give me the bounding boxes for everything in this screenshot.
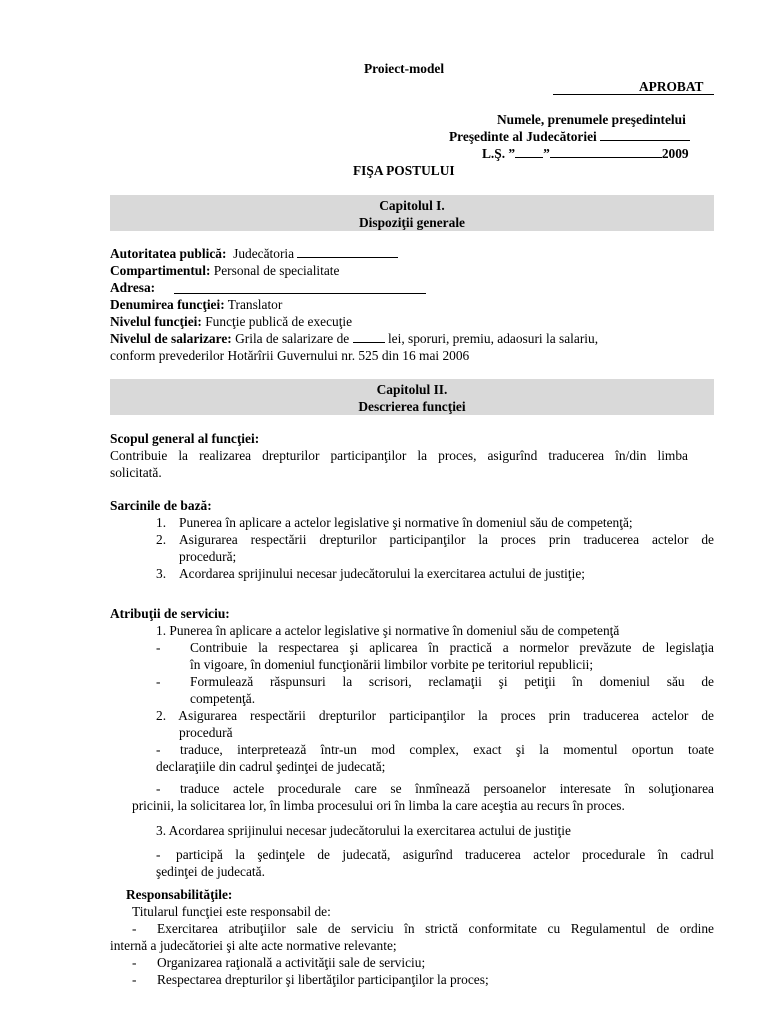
ls-mid: ” (543, 146, 550, 161)
responsabilitati-dash1-line2: internă a judecătoriei şi alte acte normative relevante; (110, 938, 397, 953)
chapter2-box (110, 379, 714, 415)
responsabilitati-intro: Titularul funcţiei este responsabil de: (132, 904, 331, 919)
chapter2-subtitle: Descrierea funcţiei (358, 399, 466, 414)
atributii-dash2-marker: - (156, 674, 161, 689)
atributii-dash5-marker: - (156, 847, 161, 862)
chapter1-title: Capitolul I. (379, 198, 445, 213)
denumirea-row (110, 296, 282, 313)
atributii-dash4-line1: traduce actele procedurale care se înmînează persoanelor interesate în soluţionarea (180, 781, 714, 796)
atributii-dash3-line1: traduce, interpretează într-un mod complex, exact şi la momentul oportun toate (180, 742, 714, 757)
sarcina-1-number: 1. (156, 515, 167, 530)
atributii-item2-line1: 2. Asigurarea respectării drepturilor participanţilor la proces prin traducerea actelor de (156, 708, 714, 723)
ls-day-line (515, 145, 543, 158)
sarcina-2-text-line2: procedură; (179, 549, 237, 564)
nivelul-label: Nivelul funcţiei: (110, 314, 202, 329)
sarcina-1-text: Punerea în aplicare a actelor legislative şi normative în domeniul său de competenţă; (179, 515, 633, 530)
atributii-dash2-line1: Formulează răspunsuri la scrisori, reclamaţii şi petiţii în domeniul său de (190, 674, 714, 689)
atributii-dash1-line1: Contribuie la respectarea şi aplicarea în practică a normelor prevăzute de legislaţia (190, 640, 714, 655)
atributii-item2-line2: procedură (179, 725, 233, 740)
sarcina-3-text: Acordarea sprijinului necesar judecătorului la exercitarea actului de justiţie; (179, 566, 586, 581)
ls-prefix: L.Ş. ” (482, 146, 516, 161)
responsabilitati-heading: Responsabilităţile: (126, 887, 233, 902)
salarizare-row (110, 330, 598, 347)
salarizare-label: Nivelul de salarizare: (110, 331, 232, 346)
scopul-heading: Scopul general al funcţiei: (110, 431, 260, 446)
adresa-line (174, 279, 426, 294)
atributii-dash4-line2: pricinii, la solicitarea lor, în limba procesului ori în limba la care aceştia au recurs în proces. (132, 798, 625, 813)
responsabilitati-dash3-marker: - (132, 972, 137, 987)
scopul-text-line1: Contribuie la realizarea drepturilor participanţilor la proces, asigurînd traducerea în/din limba (110, 448, 688, 463)
sarcinile-heading: Sarcinile de bază: (110, 498, 212, 513)
denumirea-value: Translator (227, 297, 283, 312)
nivelul-value: Funcţie publică de execuţie (205, 314, 353, 329)
compartimentul-value: Personal de specialitate (213, 263, 340, 278)
salarizare-value-b: lei, sporuri, premiu, adaosuri la salariu, (387, 331, 599, 346)
responsabilitati-dash2: Organizarea raţională a activităţii sale de serviciu; (157, 955, 426, 970)
atributii-dash3-line2: declaraţiile din cadrul şedinţei de judecată; (156, 759, 386, 774)
signature-line (553, 94, 714, 95)
sarcina-3-number: 3. (156, 566, 167, 581)
denumirea-label: Denumirea funcţiei: (110, 297, 225, 312)
salarizare-grade-line (353, 330, 385, 343)
nivelul-row (110, 313, 352, 330)
chapter2-title: Capitolul II. (376, 382, 448, 397)
salarizare-value-a: Grila de salarizare de (235, 331, 350, 346)
atributii-dash5-line1: participă la şedinţele de judecată, asigurînd traducerea actelor procedurale în cadrul (176, 847, 714, 862)
scopul-text-line2: solicitată. (110, 465, 162, 480)
autoritatea-row (110, 245, 398, 262)
adresa-row (110, 279, 155, 296)
compartimentul-label: Compartimentul: (110, 263, 211, 278)
atributii-dash5-line2: şedinţei de judecată. (156, 864, 265, 879)
ls-year: 2009 (661, 146, 689, 161)
sarcina-2-text-line1: Asigurarea respectării drepturilor participanţilor la proces prin traducerea actelor de (179, 532, 714, 547)
president-court-text: Preşedinte al Judecătoriei (449, 129, 597, 144)
atributii-dash2-line2: competenţă. (190, 691, 256, 706)
atributii-dash3-marker: - (156, 742, 161, 757)
atributii-heading: Atribuţii de serviciu: (110, 606, 230, 621)
responsabilitati-dash1-line1: Exercitarea atribuţiilor sale de serviciu în strictă conformitate cu Regulamentul de ordine (157, 921, 714, 936)
compartimentul-row (110, 262, 339, 279)
chapter1-box (110, 195, 714, 231)
aprobat-label: APROBAT (639, 79, 704, 94)
adresa-label: Adresa: (110, 280, 156, 295)
president-court-label (449, 128, 690, 145)
proiect-model-label: Proiect-model (364, 61, 445, 76)
ls-date-line (482, 145, 689, 162)
autoritatea-line (297, 245, 398, 258)
court-name-line (600, 128, 690, 141)
document-title: FIŞA POSTULUI (353, 163, 455, 178)
salarizare-row2: conform prevederilor Hotărîrii Guvernului nr. 525 din 16 mai 2006 (110, 348, 470, 363)
atributii-dash1-line2: în vigoare, în domeniul funcţionării limbilor vorbite pe teritoriul republicii; (190, 657, 594, 672)
ls-month-line (550, 145, 662, 158)
atributii-dash1-marker: - (156, 640, 161, 655)
atributii-dash4-marker: - (156, 781, 161, 796)
responsabilitati-dash2-marker: - (132, 955, 137, 970)
responsabilitati-dash3: Respectarea drepturilor şi libertăţilor participanţilor la proces; (157, 972, 489, 987)
sarcina-2-number: 2. (156, 532, 167, 547)
autoritatea-value: Judecătoria (233, 246, 295, 261)
atributii-item3: 3. Acordarea sprijinului necesar judecătorului la exercitarea actului de justiţie (156, 823, 571, 838)
president-name-label: Numele, prenumele preşedintelui (497, 112, 686, 127)
chapter1-subtitle: Dispoziţii generale (359, 215, 465, 230)
atributii-item1: 1. Punerea în aplicare a actelor legislative şi normative în domeniul său de competenţă (156, 623, 620, 638)
responsabilitati-dash1-marker: - (132, 921, 137, 936)
autoritatea-label: Autoritatea publică: (110, 246, 227, 261)
